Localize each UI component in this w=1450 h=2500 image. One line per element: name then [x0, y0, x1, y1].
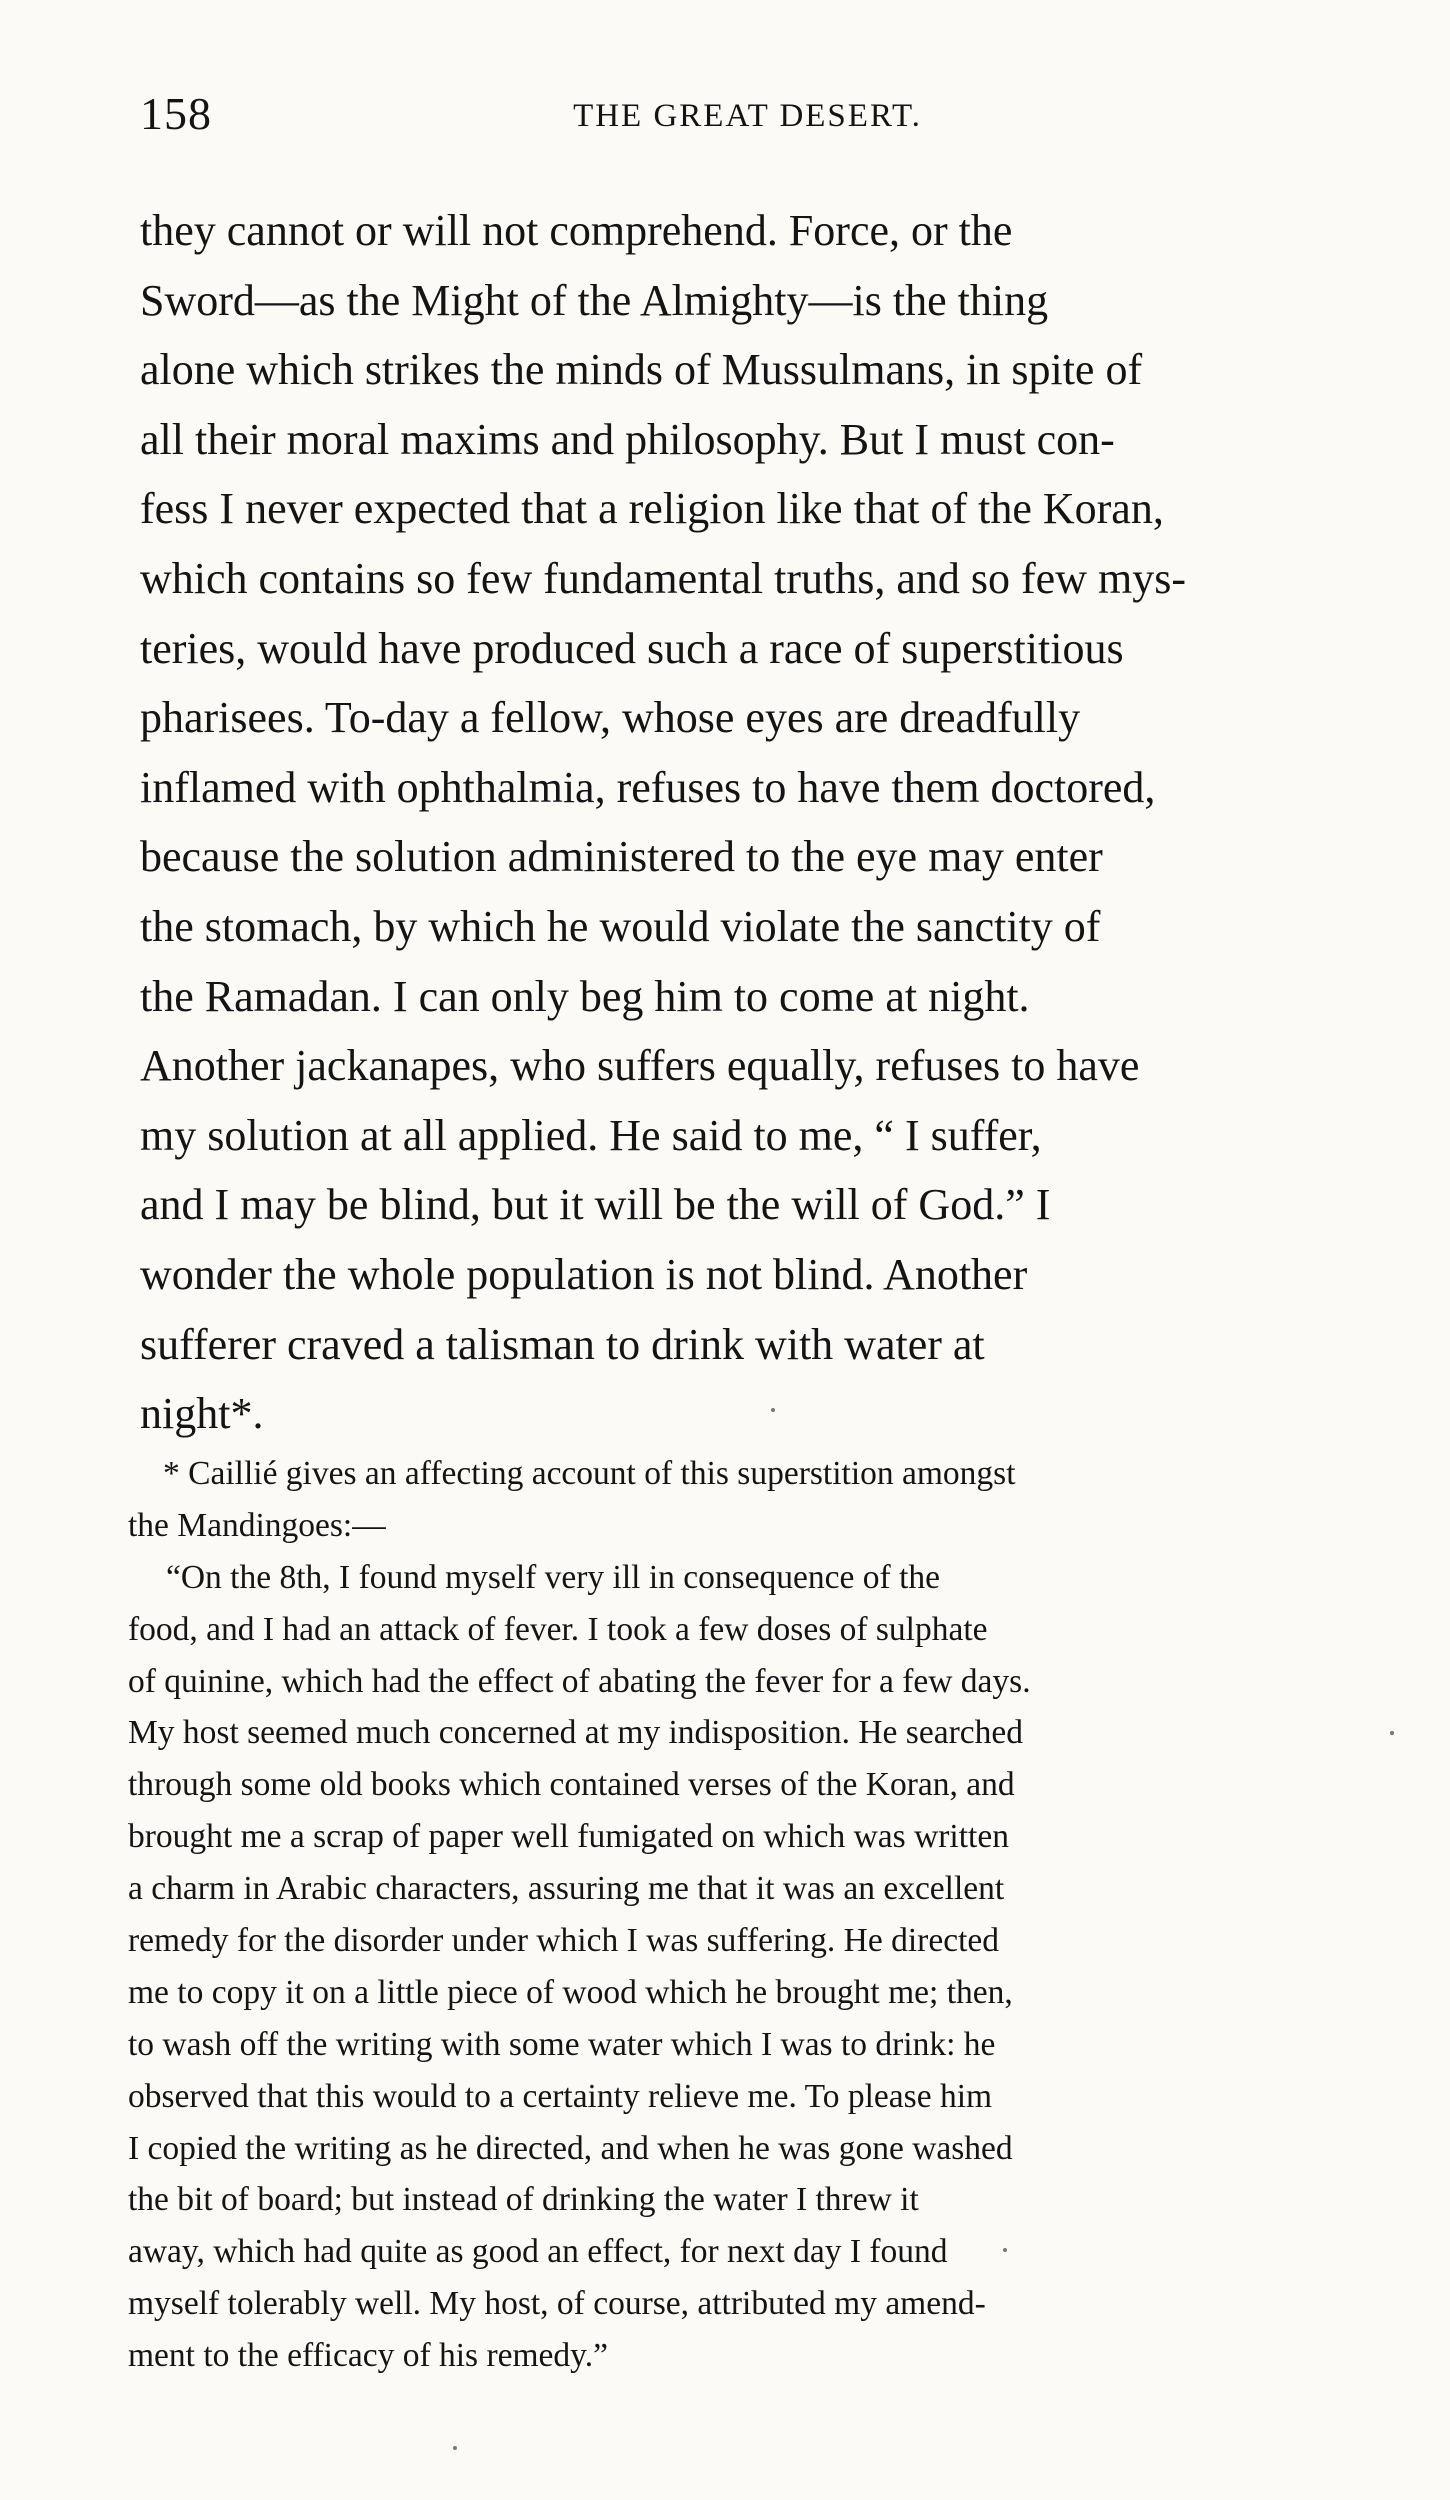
main-text-line: wonder the whole population is not blind. Another [140, 1249, 1028, 1299]
footnote-line: observed that this would to a certainty relieve me. To please him [128, 2077, 993, 2115]
running-head: THE GREAT DESERT. [573, 98, 922, 134]
main-text-line: because the solution administered to the eye may enter [140, 832, 1103, 882]
footnote-line: brought me a scrap of paper well fumigated on which was written [128, 1818, 1009, 1856]
main-text-line: Sword—as the Might of the Almighty—is the thing [140, 275, 1049, 325]
footnote-line: My host seemed much concerned at my indisposition. He searched [128, 1714, 1023, 1752]
main-text-line: alone which strikes the minds of Mussulmans, in spite of [140, 345, 1143, 395]
main-text-line: pharisees. To-day a fellow, whose eyes are dreadfully [140, 693, 1081, 743]
main-text-line: the Ramadan. I can only beg him to come at night. [140, 971, 1030, 1021]
footnote-line: the Mandingoes:— [128, 1506, 386, 1544]
print-speck [771, 1408, 775, 1412]
main-text-line: the stomach, by which he would violate the sanctity of [140, 901, 1101, 951]
footnote-line: through some old books which contained verses of the Koran, and [128, 1766, 1015, 1804]
main-text-line: my solution at all applied. He said to me, “ I suffer, [140, 1110, 1042, 1160]
main-text-line: and I may be blind, but it will be the will of God.” I [140, 1180, 1051, 1230]
footnote-line: I copied the writing as he directed, and when he was gone washed [128, 2129, 1013, 2167]
footnote-line: * Caillié gives an affecting account of this superstition amongst [163, 1455, 1016, 1492]
main-text-line: teries, would have produced such a race of superstitious [140, 623, 1124, 673]
page-number: 158 [140, 88, 212, 139]
footnote-line: the bit of board; but instead of drinking the water I threw it [128, 2181, 919, 2219]
main-text-line: all their moral maxims and philosophy. But I must con- [140, 414, 1115, 464]
footnote-line: a charm in Arabic characters, assuring me that it was an excellent [128, 1870, 1005, 1908]
main-text-line: which contains so few fundamental truths, and so few mys- [140, 553, 1186, 603]
footnote-line: of quinine, which had the effect of abating the fever for a few days. [128, 1662, 1031, 1700]
main-text-line: they cannot or will not comprehend. Force, or the [140, 206, 1013, 255]
main-text-line: inflamed with ophthalmia, refuses to have them doctored, [140, 762, 1156, 812]
footnote-block [128, 1448, 1358, 2375]
main-text-block [140, 196, 1355, 1441]
footnote-line: away, which had quite as good an effect, for next day I found [128, 2233, 948, 2271]
footnote-line: ment to the efficacy of his remedy.” [128, 2337, 608, 2375]
print-speck [1003, 2248, 1007, 2252]
main-text-line: sufferer craved a talisman to drink with water at [140, 1319, 985, 1369]
footnote-line: remedy for the disorder under which I was suffering. He directed [128, 1922, 999, 1960]
footnote-line: to wash off the writing with some water which I was to drink: he [128, 2025, 996, 2063]
main-text-line: night*. [140, 1389, 264, 1439]
footnote-line: food, and I had an attack of fever. I took a few doses of sulphate [128, 1610, 988, 1648]
footnote-line: “On the 8th, I found myself very ill in consequence of the [166, 1558, 941, 1596]
footnote-line: me to copy it on a little piece of wood which he brought me; then, [128, 1973, 1013, 2011]
print-speck [1390, 1731, 1394, 1735]
print-speck [453, 2446, 457, 2450]
footnote-line: myself tolerably well. My host, of course, attributed my amend- [128, 2285, 986, 2323]
main-text-line: fess I never expected that a religion like that of the Koran, [140, 484, 1164, 534]
main-text-line: Another jackanapes, who suffers equally, refuses to have [140, 1041, 1140, 1091]
page-header [140, 88, 1355, 148]
